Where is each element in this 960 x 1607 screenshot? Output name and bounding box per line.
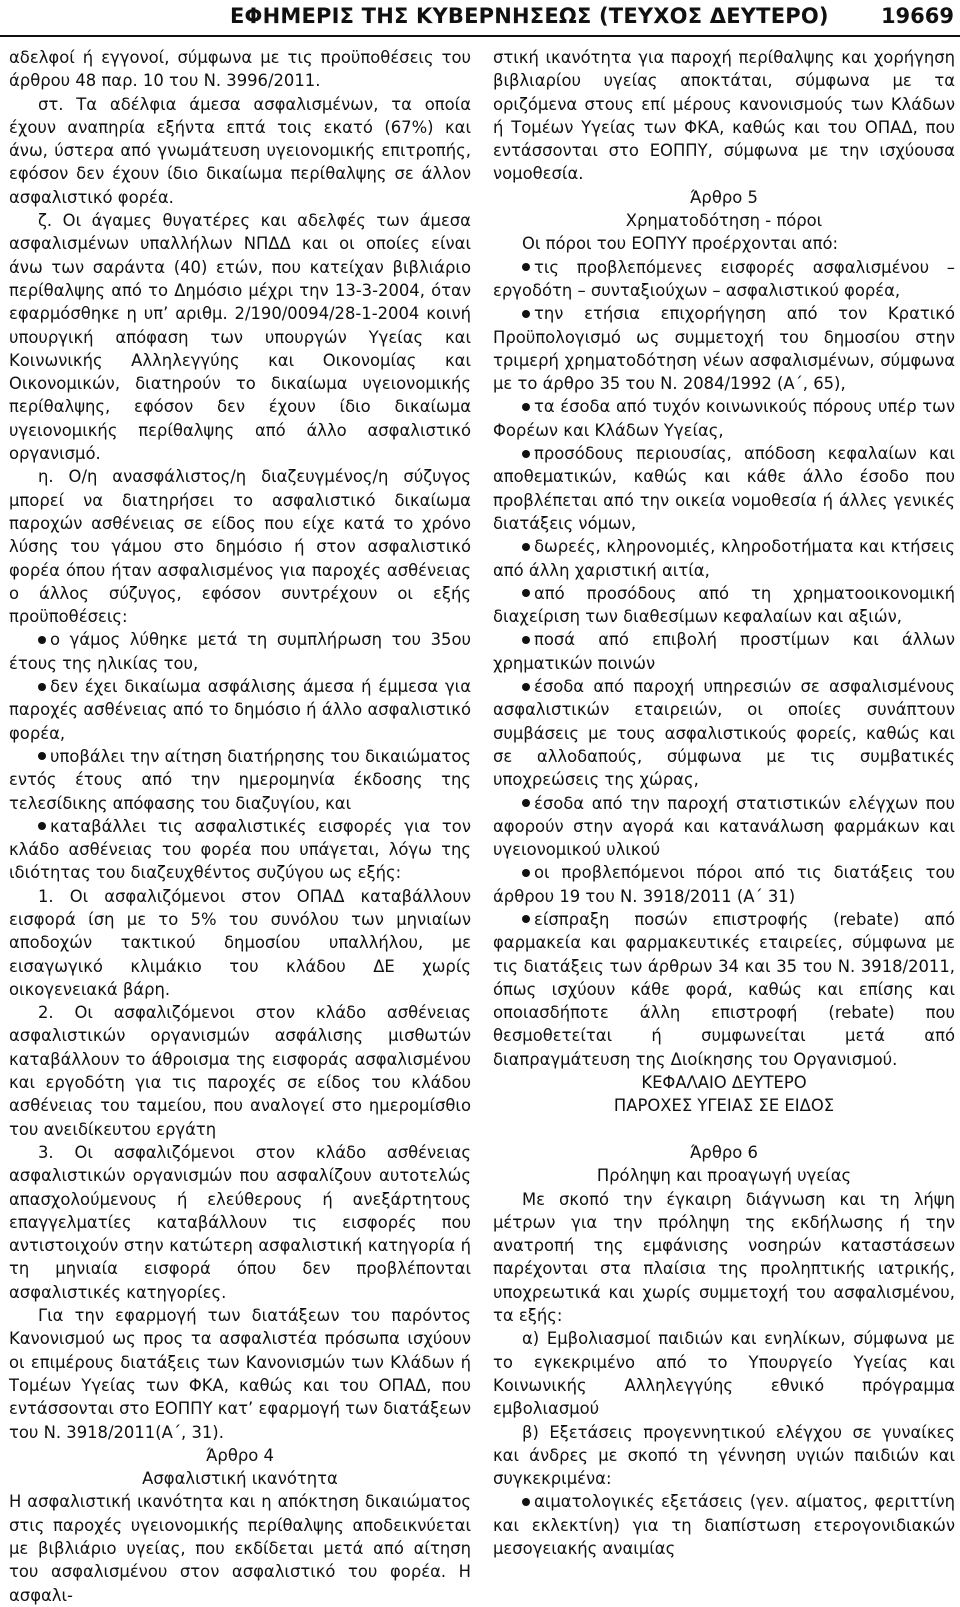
paragraph-text: β) Εξετάσεις προγεννητικού ελέγχου σε γυναίκες και άνδρες με σκοπό τη γέννηση υγιών παιδιών και συγκεκριμένα: — [493, 1422, 955, 1489]
paragraph-text: τα έσοδα από τυχόν κοινωνικούς πόρους υπέρ των Φορέων και Κλάδων Υγείας, — [493, 397, 955, 440]
paragraph-text: ποσά από επιβολή προστίμων και άλλων χρηματικών ποινών — [493, 630, 955, 673]
paragraph — [9, 93, 471, 209]
paragraph — [9, 1001, 471, 1141]
bullet-icon — [522, 543, 530, 551]
bullet-item — [493, 675, 955, 791]
section-heading — [493, 209, 955, 232]
bullet-icon — [522, 589, 530, 597]
page-number: 19669 — [880, 4, 954, 28]
paragraph-text: οι προβλεπόμενοι πόροι από τις διατάξεις του άρθρου 19 του Ν. 3918/2011 (Α΄ 31) — [493, 863, 955, 906]
paragraph-text: Άρθρο 4 — [206, 1445, 274, 1465]
paragraph-text: δωρεές, κληρονομιές, κληροδοτήματα και κτήσεις από άλλη χαριστική αιτία, — [493, 537, 955, 580]
bullet-icon — [522, 915, 530, 923]
bullet-item — [493, 628, 955, 675]
paragraph-text: τις προβλεπόμενες εισφορές ασφαλισμένου – εργοδότη – συνταξιούχων – ασφαλιστικού φορέα, — [493, 257, 955, 300]
paragraph-text: Η ασφαλιστική ικανότητα και η απόκτηση δικαιώματος στις παροχές υγειονομικής περίθαλψης αποδεικνύεται με βιβλιάριο υγείας, που εκδίδεται μετά από αίτηση του ασφαλισμένου στον ασφαλιστικό του φορέα. Η ασφαλι- — [9, 1492, 471, 1605]
bullet-item — [493, 582, 955, 629]
paragraph-text: η. Ο/η ανασφάλιστος/η διαζευγμένος/η σύζυγος μπορεί να διατηρήσει το ασφαλιστικό δικαίωμα παροχών ασθένειας σε είδος που είχε κατά το χρόνο λύσης του γάμου στο δημόσιο ή στον ασφαλιστικό φορέα όπου ήταν ασφαλισμένος για παροχές ασθένειας ο άλλος σύζυγος, εφόσον συντρέχουν οι εξής προϋποθέσεις: — [9, 467, 471, 627]
paragraph-text: Άρθρο 6 — [690, 1142, 758, 1162]
paragraph-text: Οι πόροι του ΕΟΠΥΥ προέρχονται από: — [522, 234, 839, 254]
paragraph — [493, 46, 955, 186]
bullet-item — [493, 535, 955, 582]
section-heading — [9, 1444, 471, 1467]
paragraph-text: Χρηματοδότηση - πόροι — [625, 211, 823, 231]
paragraph — [9, 1304, 471, 1444]
left-column — [9, 46, 471, 1607]
bullet-icon — [38, 636, 46, 644]
bullet-item — [493, 256, 955, 303]
paragraph-text: 3. Οι ασφαλιζόμενοι στον κλάδο ασθένειας ασφαλιστικών οργανισμών που ασφαλίζουν αυτοτελώς απασχολούμενους ή ελεύθερους ή ανεξάρτητους επαγγελματίες καταβάλλουν τις εισφορές που αντιστοιχούν στην κατώτερη ασφαλιστική κατηγορία ή τη μηνιαία εισφορά όπου δεν προβλέπονται ασφαλιστικές κατηγορίες. — [9, 1142, 471, 1302]
bullet-icon — [522, 1498, 530, 1506]
bullet-item — [493, 395, 955, 442]
bullet-icon — [522, 310, 530, 318]
bullet-icon — [38, 683, 46, 691]
paragraph — [9, 209, 471, 465]
bullet-icon — [522, 636, 530, 644]
paragraph-text: είσπραξη ποσών επιστροφής (rebate) από φαρμακεία και φαρμακευτικές εταιρείες, σύμφωνα με τις διατάξεις των άρθρων 34 και 35 του Ν. 3918/2011, όπως ισχύουν κάθε φορά, καθώς και επίσης και οποιασδήποτε άλλη επιστροφή (rebate) που θεσμοθετείται ή συμφωνείται μετά από διαπραγμάτευση της Διοίκησης του Οργανισμού. — [493, 909, 955, 1069]
paragraph-text: δεν έχει δικαίωμα ασφάλισης άμεσα ή έμμεσα για παροχές ασθένειας από το δημόσιο ή άλλο ασφαλιστικό φορέα, — [9, 677, 471, 743]
bullet-item — [9, 628, 471, 675]
bullet-item — [9, 745, 471, 815]
section-heading — [493, 1164, 955, 1187]
paragraph — [9, 1490, 471, 1606]
bullet-item — [493, 908, 955, 1071]
paragraph-text: α) Εμβολιασμοί παιδιών και ενηλίκων, σύμφωνα με το εγκεκριμένο από το Υπουργείο Υγείας και Κοινωνικής Αλληλεγγύης εθνικό πρόγραμμα εμβολιασμού — [493, 1329, 955, 1419]
paragraph-text: Για την εφαρμογή των διατάξεων του παρόντος Κανονισμού ως προς τα ασφαλιστέα πρόσωπα ισχύουν οι επιμέρους διατάξεις των Κανονισμών των Κλάδων ή Τομέων Υγείας των ΦΚΑ, καθώς και του ΟΠΑΔ, που εντάσσονται στο ΕΟΠΠΥ κατ’ εφαρμογή των διατάξεων του Ν. 3918/2011(Α΄, 31). — [9, 1306, 471, 1442]
bullet-icon — [522, 869, 530, 877]
header-rule — [0, 35, 960, 37]
bullet-icon — [38, 752, 46, 760]
paragraph-text: έσοδα από την παροχή στατιστικών ελέγχων που αφορούν στην αγορά και κατανάλωση φαρμάκων και υγειονομικού υλικού — [493, 793, 955, 860]
paragraph — [493, 1421, 955, 1491]
bullet-item — [493, 1490, 955, 1560]
paragraph-text: Πρόληψη και προαγωγή υγείας — [596, 1166, 852, 1186]
bullet-item — [9, 815, 471, 885]
paragraph-text: αιματολογικές εξετάσεις (γεν. αίματος, φεριττίνη και εκλεκτίνη) για τη διαπίστωση ετερογονιδιακών μεσογειακής αναιμίας — [493, 1492, 955, 1558]
section-heading — [493, 1118, 955, 1141]
bullet-icon — [522, 799, 530, 807]
paragraph-text: ζ. Οι άγαμες θυγατέρες και αδελφές των άμεσα ασφαλισμένων υπαλλήλων ΝΠΔΔ και οι οποίες είναι άνω των σαράντα (40) ετών, που κατείχαν βιβλιάριο περίθαλψης από το Δημόσιο μέχρι την 13-3-2004, όταν εφαρμόσθηκε η υπ’ αριθμ. 2/190/0094/28-1-2004 κοινή υπουργική απόφαση των υπουργών Υγείας και Κοινωνικής Αλληλεγγύης και Οικονομίας και Οικονομικών, διατηρούν το δικαίωμα υγειονομικής περίθαλψης, εφόσον δεν έχουν ίδιο δικαίωμα υγειονομικής περίθαλψης από άλλο ασφαλιστικό οργανισμό. — [9, 211, 471, 464]
paragraph-text: την ετήσια επιχορήγηση από τον Κρατικό Προϋπολογισμό ως συμμετοχή του δημοσίου στην τριμερή χρηματοδότηση νέων ασφαλισμένων, σύμφωνα με το άρθρο 35 του Ν. 2084/1992 (Α΄, 65), — [493, 304, 955, 394]
paragraph — [493, 1188, 955, 1328]
paragraph — [9, 1141, 471, 1304]
paragraph-text: Άρθρο 5 — [690, 187, 758, 207]
right-column — [493, 46, 955, 1560]
section-heading — [493, 1071, 955, 1094]
bullet-icon — [522, 263, 530, 271]
bullet-icon — [38, 822, 46, 830]
paragraph-text: στική ικανότητα για παροχή περίθαλψης και χορήγηση βιβλιαρίου υγείας αποκτάται, σύμφωνα με τα οριζόμενα στους επί μέρους κανονισμούς των Κλάδων ή Τομέων Υγείας των ΦΚΑ, καθώς και του ΟΠΑΔ, που εντάσσονται στο ΕΟΠΠΥ, σύμφωνα με την ισχύουσα νομοθεσία. — [493, 48, 955, 184]
bullet-icon — [522, 683, 530, 691]
paragraph-text: Ασφαλιστική ικανότητα — [142, 1469, 338, 1489]
paragraph-text: καταβάλλει τις ασφαλιστικές εισφορές για τον κλάδο ασθένειας του φορέα που υπάγεται, λόγω της ιδιότητας του διαζευχθέντος συζύγου ως εξής: — [9, 816, 471, 883]
paragraph-text: στ. Τα αδέλφια άμεσα ασφαλισμένων, τα οποία έχουν αναπηρία εξήντα επτά τοις εκατό (67%) και άνω, ύστερα από γνωμάτευση υγειονομικής επιτροπής, εφόσον δεν έχουν ίδιο δικαίωμα περίθαλψης σε άλλον ασφαλιστικό φορέα. — [9, 94, 471, 207]
section-heading — [493, 1141, 955, 1164]
bullet-item — [493, 861, 955, 908]
bullet-item — [493, 792, 955, 862]
section-heading — [493, 186, 955, 209]
section-heading — [9, 1467, 471, 1490]
page-header — [0, 0, 960, 38]
bullet-icon — [522, 450, 530, 458]
bullet-item — [9, 675, 471, 745]
bullet-item — [493, 442, 955, 535]
bullet-icon — [522, 403, 530, 411]
paragraph-text: 2. Οι ασφαλιζόμενοι στον κλάδο ασθένειας ασφαλιστικών οργανισμών ασφάλισης μισθωτών καταβάλλουν το άθροισμα της εισφοράς ασφαλισμένου και εργοδότη για τις παροχές σε είδος του κλάδου ασθένειας του ταμείου, που αναλογεί στο ημερομίσθιο του ανειδίκευτου εργάτη — [9, 1003, 471, 1139]
paragraph-text: ΚΕΦΑΛΑΙΟ ΔΕΥΤΕΡΟ — [641, 1073, 807, 1093]
paragraph — [9, 46, 471, 93]
paragraph — [493, 1327, 955, 1420]
section-heading — [493, 1094, 955, 1117]
paragraph-text: υποβάλει την αίτηση διατήρησης του δικαιώματος εντός έτους από την ημερομηνία έκδοσης της τελεσίδικης απόφασης του διαζυγίου, και — [9, 746, 471, 813]
paragraph-text: 1. Οι ασφαλιζόμενοι στον ΟΠΑΔ καταβάλλουν εισφορά ίση με το 5% του συνόλου των μηνιαίων αποδοχών τακτικού δημοσίου υπαλλήλου, με εισαγωγικό κλιμάκιο του κλάδου ΔΕ χωρίς οικογενειακά βάρη. — [9, 886, 471, 999]
paragraph-text: προσόδους περιουσίας, απόδοση κεφαλαίων και αποθεματικών, καθώς και κάθε άλλο έσοδο που προβλέπεται από την οικεία νομοθεσία ή άλλες γενικές διατάξεις νόμων, — [493, 444, 955, 533]
bullet-item — [493, 302, 955, 395]
paragraph-text: αδελφοί ή εγγονοί, σύμφωνα με τις προϋποθέσεις του άρθρου 48 παρ. 10 του Ν. 3996/2011. — [9, 48, 471, 91]
paragraph — [9, 465, 471, 628]
paragraph — [493, 232, 955, 255]
paragraph-text: ΠΑΡΟΧΕΣ ΥΓΕΙΑΣ ΣΕ ΕΙΔΟΣ — [613, 1096, 835, 1116]
paragraph-text: ο γάμος λύθηκε μετά τη συμπλήρωση του 35ου έτους της ηλικίας του, — [9, 630, 471, 673]
paragraph-text: έσοδα από παροχή υπηρεσιών σε ασφαλισμένους ασφαλιστικών εταιρειών, οι οποίες συνάπτουν συμβάσεις με τους ασφαλιστικούς φορείς, καθώς και σε αλλοδαπούς, σύμφωνα με τις συμβατικές υποχρεώσεις της χώρας, — [493, 677, 955, 790]
paragraph — [9, 885, 471, 1001]
paragraph-text: από προσόδους από τη χρηματοοικονομική διαχείριση των διαθεσίμων κεφαλαίων και αξιών, — [493, 583, 955, 627]
paragraph-text: Με σκοπό την έγκαιρη διάγνωση και τη λήψη μέτρων για την πρόληψη της εκδήλωσης ή την ανατροπή της εμφάνισης νοσηρών καταστάσεων παρέχονται στα πλαίσια της προληπτικής ιατρικής, υποχρεωτικά και χωρίς συμμετοχή του ασφαλισμένου, τα εξής: — [493, 1189, 955, 1326]
gazette-title: ΕΦΗΜΕΡΙΣ ΤΗΣ ΚΥΒΕΡΝΗΣΕΩΣ (ΤΕΥΧΟΣ ΔΕΥΤΕΡΟ) — [230, 4, 829, 28]
